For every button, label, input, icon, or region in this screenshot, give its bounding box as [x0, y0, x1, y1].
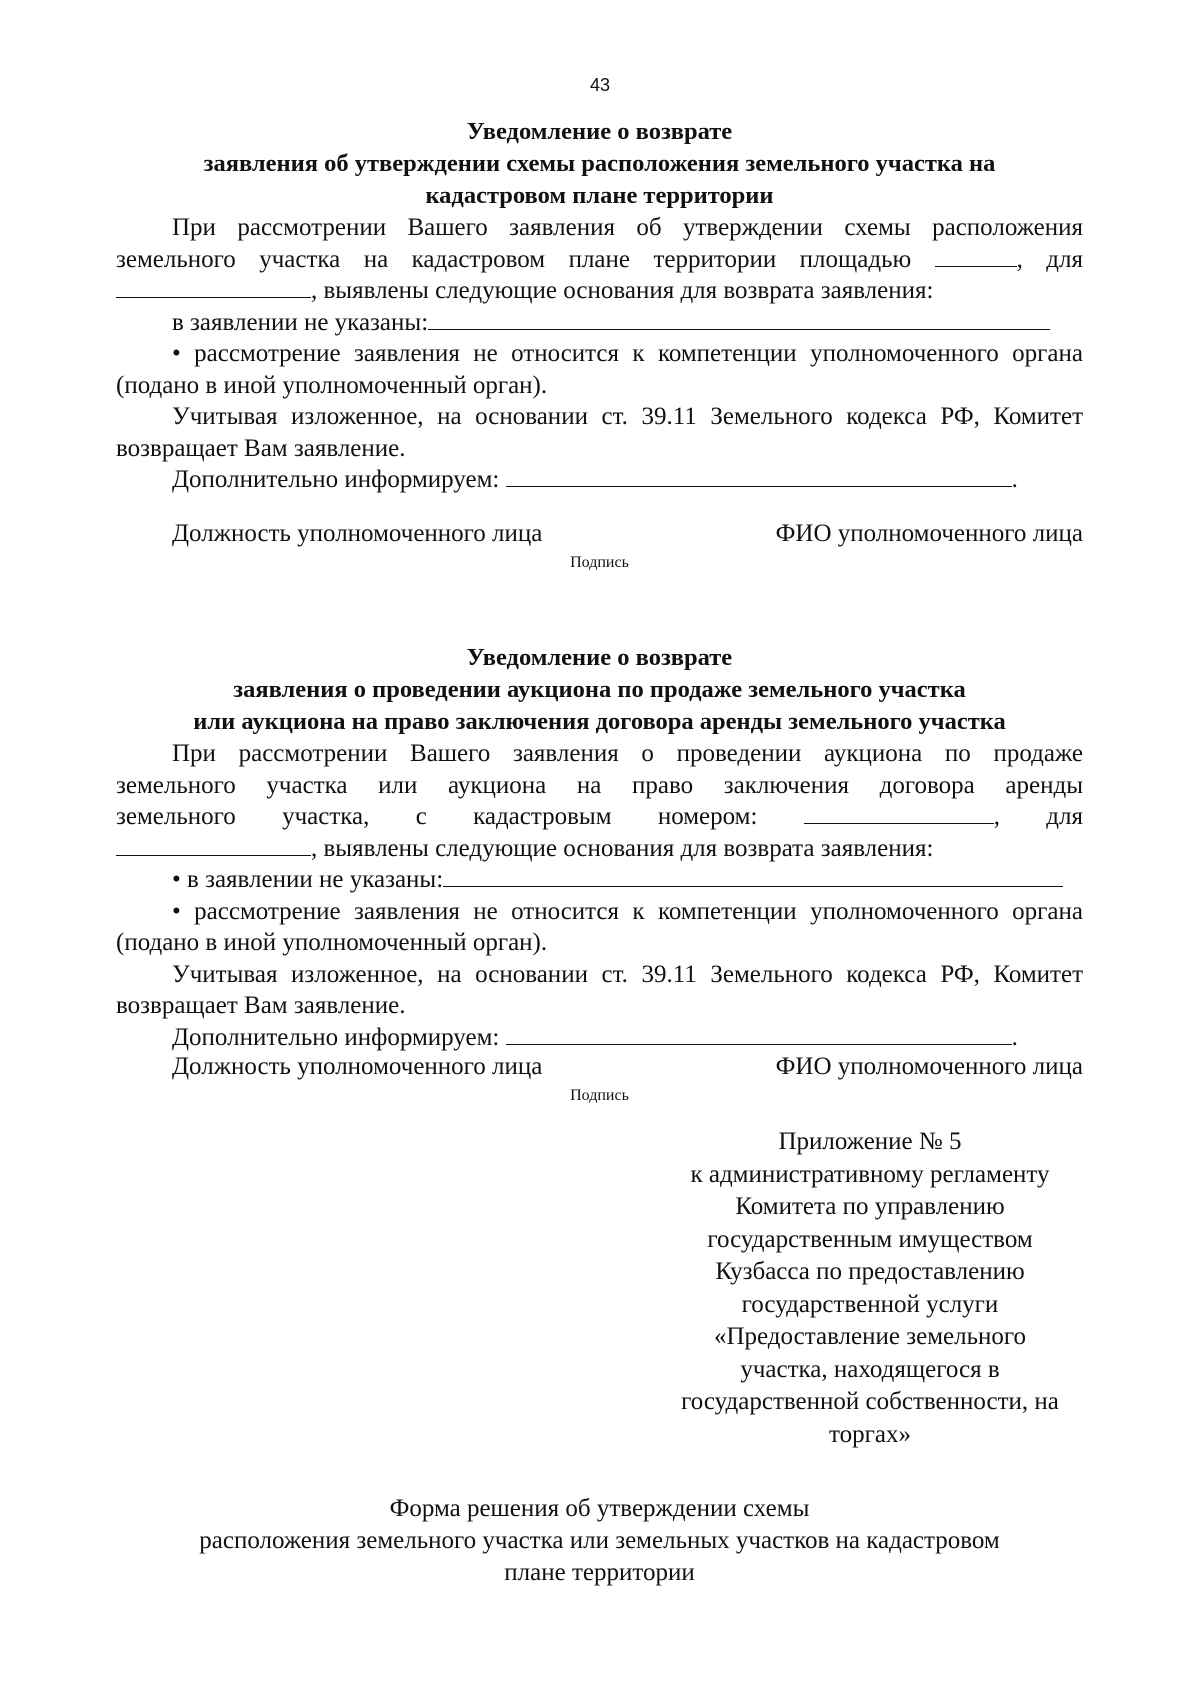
competence-text: рассмотрение заявления не относится к компетенции уполномоченного органа (подано в иной уполномоченный орган).	[116, 897, 1083, 956]
notice-1-not-indicated	[116, 307, 1083, 339]
appendix-line: Комитета по управлению	[735, 1193, 1005, 1220]
word: участка,	[282, 803, 370, 830]
notice-1-paragraph-intro	[116, 212, 1083, 307]
notice-2-intro-line-cadastral	[116, 801, 1083, 833]
page-number: 43	[589, 75, 611, 95]
notice-1-signature-block	[116, 520, 1083, 578]
intro-text: При рассмотрении Вашего заявления об утверждении схемы расположения земельного участка на кадастровом плане территории площадью	[116, 214, 1083, 273]
not-indicated-text: в заявлении не указаны:	[187, 866, 444, 893]
word: земельного	[116, 803, 236, 830]
notice-2-not-indicated	[116, 864, 1083, 896]
applicant-blank	[116, 833, 311, 856]
intro-grounds-text: , выявлены следующие основания для возврата заявления:	[311, 834, 934, 862]
word: с	[415, 803, 427, 830]
additional-text: Дополнительно информируем:	[172, 1023, 500, 1051]
applicant-blank	[116, 275, 311, 298]
appendix-line: Приложение № 5	[778, 1128, 962, 1155]
notice-2-title-line: или аукциона на право заключения договора аренды земельного участка	[193, 708, 1006, 735]
notice-2-competence	[116, 896, 1083, 959]
notice-2-intro-line: При рассмотрении Вашего заявления о проведении аукциона по продаже	[172, 740, 1083, 767]
position-label: Должность уполномоченного лица	[172, 519, 543, 547]
not-indicated-text: в заявлении не указаны:	[172, 308, 429, 336]
period: .	[1011, 466, 1018, 493]
appendix-line: к административному регламенту	[690, 1160, 1050, 1188]
notice-1-title-line: заявления об утверждении схемы расположения земельного участка на	[203, 150, 996, 177]
cadastral-number-blank	[804, 801, 994, 824]
notice-1-competence	[116, 338, 1083, 401]
notice-1-additional	[116, 464, 1083, 496]
word: номером:	[657, 803, 758, 830]
notice-2-title	[116, 642, 1083, 738]
notice-1-title-line: кадастровом плане территории	[425, 182, 774, 209]
additional-blank	[506, 464, 1012, 487]
notice-1-considering	[116, 401, 1083, 464]
not-indicated-blank	[428, 307, 1050, 330]
appendix-header	[640, 1126, 1100, 1451]
fio-label: ФИО уполномоченного лица	[775, 1053, 1083, 1080]
considering-text: Учитывая изложенное, на основании ст. 39.11 Земельного кодекса РФ, Комитет возвращает Вам заявление.	[116, 403, 1083, 462]
word: кадастровым	[473, 803, 612, 830]
appendix-line: «Предоставление земельного	[713, 1323, 1026, 1350]
competence-text: рассмотрение заявления не относится к компетенции уполномоченного органа (подано в иной уполномоченный орган).	[116, 340, 1083, 399]
form-title	[116, 1493, 1083, 1589]
comma: ,	[993, 803, 1000, 830]
area-blank	[935, 244, 1017, 267]
position-label: Должность уполномоченного лица	[172, 1053, 543, 1080]
period: .	[1011, 1023, 1018, 1051]
intro-for-text: , для	[1016, 245, 1084, 273]
notice-2-intro-line: земельного участка или аукциона на право заключения договора аренды	[116, 771, 1083, 799]
notice-2-additional	[116, 1022, 1083, 1054]
notice-1-title	[116, 116, 1083, 212]
additional-text: Дополнительно информируем:	[172, 466, 500, 493]
form-title-line: Форма решения об утверждении схемы	[389, 1495, 810, 1522]
not-indicated-blank	[443, 864, 1063, 887]
notice-2-signature-block	[116, 1053, 1083, 1111]
signature-label: Подпись	[570, 1087, 629, 1104]
appendix-line: торгах»	[829, 1420, 911, 1448]
form-title-line: плане территории	[504, 1559, 695, 1586]
appendix-line: Кузбасса по предоставлению	[715, 1258, 1025, 1285]
bullet: •	[172, 866, 181, 893]
considering-text: Учитывая изложенное, на основании ст. 39.11 Земельного кодекса РФ, Комитет возвращает Вам заявление.	[116, 960, 1083, 1019]
signature-label: Подпись	[570, 553, 629, 571]
word: для	[1046, 803, 1083, 830]
notice-2	[116, 642, 1083, 1111]
additional-blank	[506, 1022, 1012, 1045]
notice-2-considering	[116, 959, 1083, 1022]
notice-2-title-line: Уведомление о возврате	[466, 644, 733, 671]
appendix-line: государственной услуги	[741, 1290, 999, 1318]
appendix-line: участка, находящегося в	[740, 1355, 1000, 1383]
bullet: •	[172, 340, 181, 367]
appendix-line: государственной собственности, на	[681, 1388, 1059, 1415]
appendix-line: государственным имуществом	[707, 1225, 1033, 1253]
notice-2-intro-grounds	[116, 833, 1083, 865]
notice-1-title-line: Уведомление о возврате	[466, 118, 733, 145]
notice-1	[116, 116, 1083, 578]
form-title-line: расположения земельного участка или земельных участков на кадастровом	[199, 1527, 1000, 1554]
notice-2-title-line: заявления о проведении аукциона по продаже земельного участка	[233, 676, 966, 703]
bullet: •	[172, 897, 181, 925]
fio-label: ФИО уполномоченного лица	[775, 519, 1083, 547]
intro-grounds-text: , выявлены следующие основания для возврата заявления:	[311, 277, 934, 304]
